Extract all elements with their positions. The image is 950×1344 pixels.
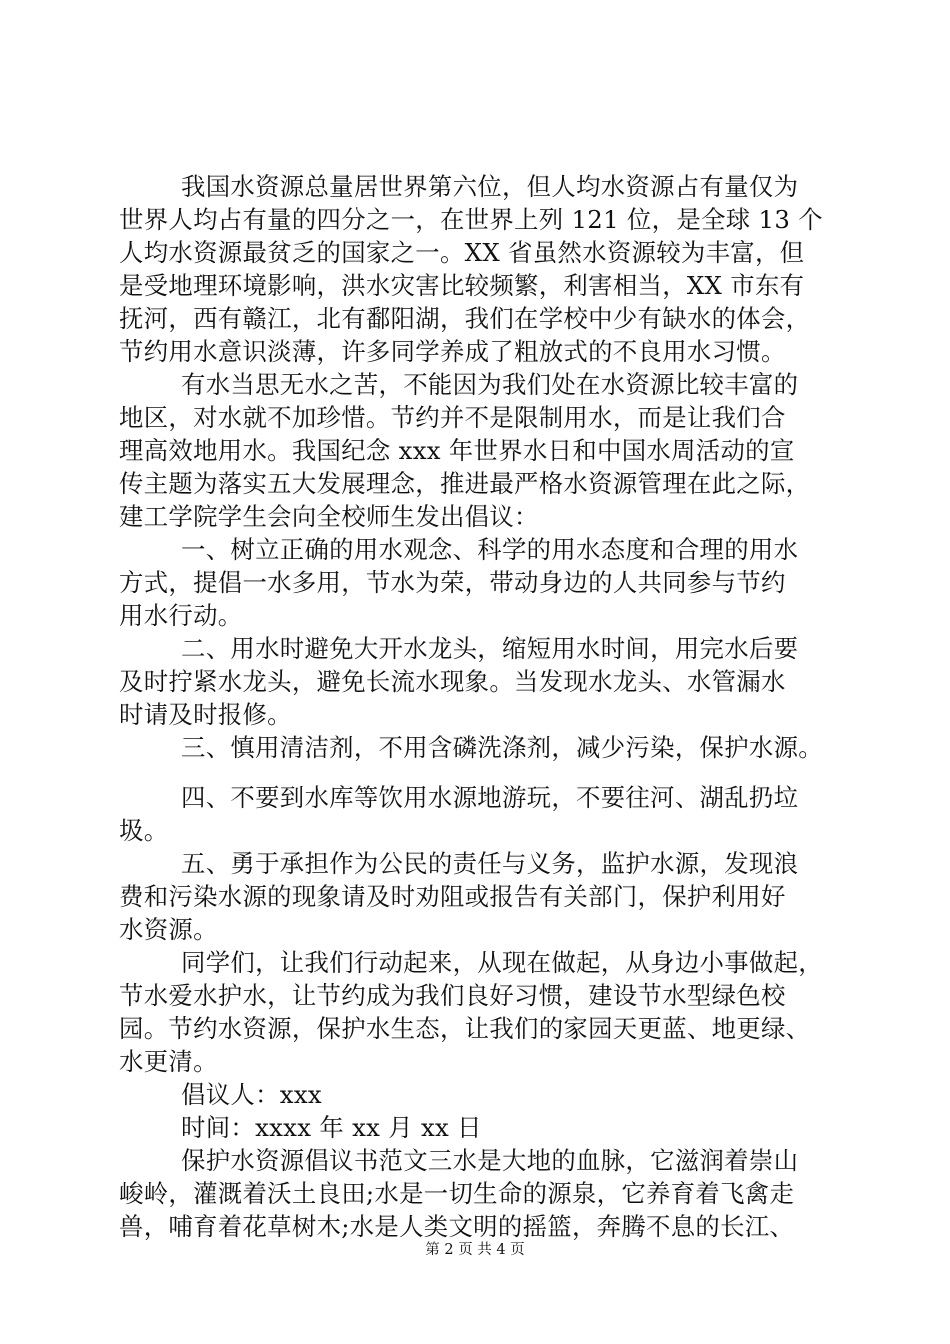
- text-line: 同学们，让我们行动起来，从现在做起，从身边小事做起，: [181, 948, 823, 977]
- text-line: 地区，对水就不加珍惜。节约并不是限制用水，而是让我们合: [119, 403, 786, 432]
- text-line: 用水行动。: [119, 601, 243, 630]
- text-line: 建工学院学生会向全校师生发出倡议：: [119, 502, 539, 531]
- text-line: 及时拧紧水龙头，避免长流水现象。当发现水龙头、水管漏水: [119, 667, 786, 696]
- text-line: 兽，哺育着花草树木;水是人类文明的摇篮，奔腾不息的长江、: [119, 1212, 795, 1241]
- date-line: 时间：xxxx 年 xx 月 xx 日: [181, 1113, 482, 1142]
- signature-line: 倡议人：xxx: [181, 1080, 322, 1109]
- text-line: 水更清。: [119, 1047, 218, 1076]
- text-line: 时请及时报修。: [119, 700, 292, 729]
- text-line: 传主题为落实五大发展理念，推进最严格水资源管理在此之际，: [119, 469, 811, 498]
- text-line: 四、不要到水库等饮用水源地游玩，不要往河、湖乱扔垃: [181, 783, 799, 812]
- text-line: 人均水资源最贫乏的国家之一。XX 省虽然水资源较为丰富，但: [119, 238, 805, 267]
- text-line: 峻岭，灌溉着沃土良田;水是一切生命的源泉，它养育着飞禽走: [119, 1179, 795, 1208]
- text-line: 理高效地用水。我国纪念 xxx 年世界水日和中国水周活动的宣: [119, 436, 795, 465]
- text-line: 圾。: [119, 816, 169, 845]
- text-line: 费和污染水源的现象请及时劝阻或报告有关部门，保护利用好: [119, 882, 786, 911]
- text-line: 一、树立正确的用水观念、科学的用水态度和合理的用水: [181, 535, 799, 564]
- text-line: 我国水资源总量居世界第六位，但人均水资源占有量仅为: [181, 172, 799, 201]
- page-footer: 第 2 页 共 4 页: [425, 1242, 525, 1258]
- text-line: 世界人均占有量的四分之一，在世界上列 121 位，是全球 13 个: [119, 205, 823, 234]
- text-line: 水资源。: [119, 915, 218, 944]
- text-line: 抚河，西有赣江，北有鄱阳湖，我们在学校中少有缺水的体会，: [119, 304, 811, 333]
- text-line: 五、勇于承担作为公民的责任与义务，监护水源，发现浪: [181, 849, 799, 878]
- text-line: 方式，提倡一水多用，节水为荣，带动身边的人共同参与节约: [119, 568, 786, 597]
- text-line: 是受地理环境影响，洪水灾害比较频繁，利害相当，XX 市东有: [119, 271, 805, 300]
- text-line: 节约用水意识淡薄，许多同学养成了粗放式的不良用水习惯。: [119, 337, 786, 366]
- text-line: 有水当思无水之苦，不能因为我们处在水资源比较丰富的: [181, 370, 799, 399]
- text-line: 园。节约水资源，保护水生态，让我们的家园天更蓝、地更绿、: [119, 1014, 811, 1043]
- text-line: 二、用水时避免大开水龙头，缩短用水时间，用完水后要: [181, 634, 799, 663]
- text-line: 三、慎用清洁剂，不用含磷洗涤剂，减少污染，保护水源。: [181, 733, 823, 762]
- text-line: 节水爱水护水，让节约成为我们良好习惯，建设节水型绿色校: [119, 981, 786, 1010]
- text-line: 保护水资源倡议书范文三水是大地的血脉，它滋润着崇山: [181, 1146, 799, 1175]
